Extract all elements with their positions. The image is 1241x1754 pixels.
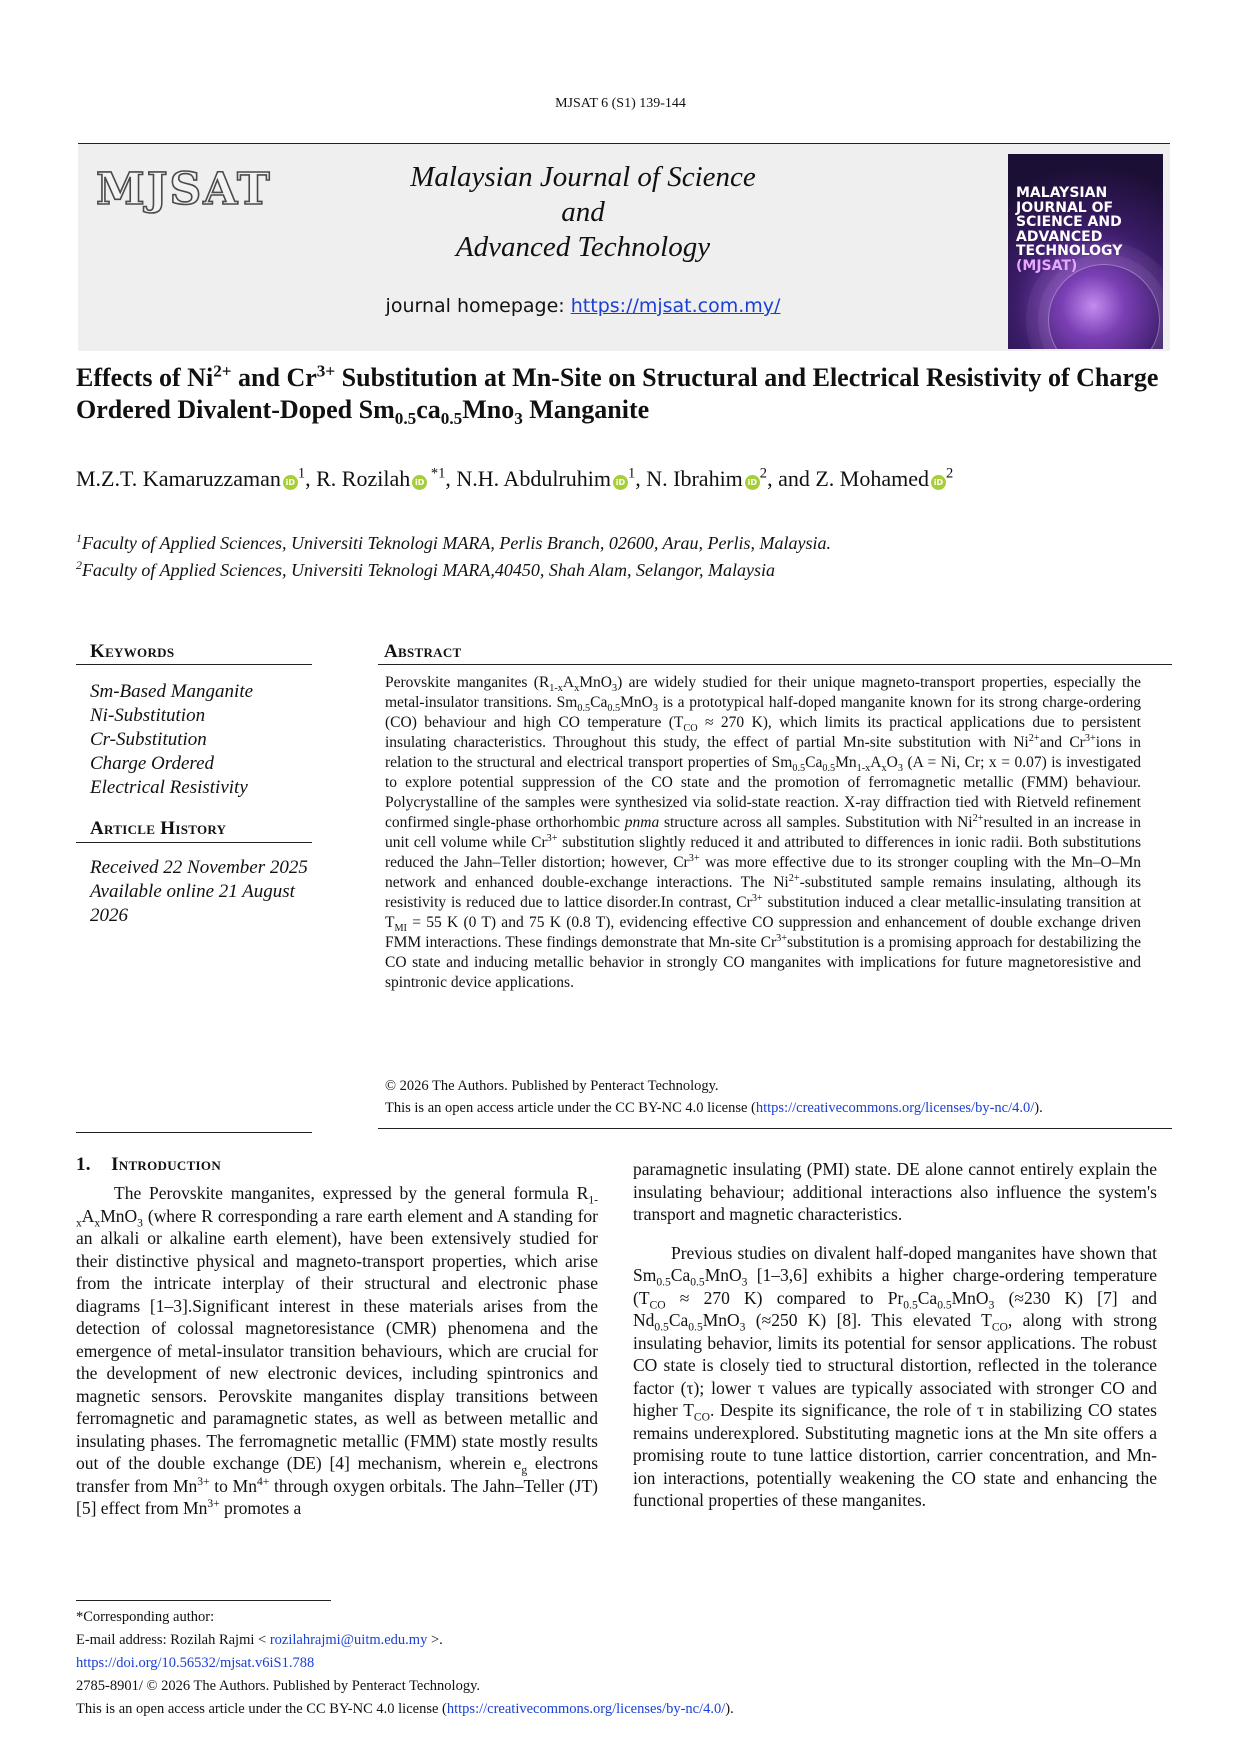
affiliation-2: $^2$Faculty of Applied Sciences, Universiti Teknologi MARA,40450, Shah Alam, Selangor, Malaysia <box>76 558 776 580</box>
author-name: Z. Mohamed <box>815 466 929 491</box>
doi-link[interactable]: https://doi.org/10.56532/mjsat.v6iS1.788 <box>76 1655 315 1671</box>
journal-name-line: and <box>561 196 605 228</box>
keywords-list <box>90 680 253 800</box>
doi-line <box>76 1652 1176 1675</box>
cover-decoration <box>1016 160 1156 174</box>
author-name: N. Ibrahim <box>646 466 743 491</box>
journal-logo: MJSAT <box>96 164 272 215</box>
footnote-divider <box>76 1600 331 1601</box>
orcid-icon[interactable]: iD <box>745 475 760 490</box>
divider <box>378 1128 1172 1129</box>
homepage-label: journal homepage: <box>385 295 565 317</box>
author-affiliation-mark: *1 <box>427 465 446 482</box>
journal-cover-image <box>1008 154 1163 349</box>
author-affiliation-mark: 1 <box>297 465 306 482</box>
divider <box>76 1132 312 1133</box>
orcid-icon[interactable]: iD <box>931 475 946 490</box>
journal-name-line: Advanced Technology <box>455 231 711 263</box>
keyword-item: Sm-Based Manganite <box>90 681 254 702</box>
journal-name-line: Malaysian Journal of Science <box>410 161 756 193</box>
article-history-heading: Article History <box>90 818 227 839</box>
paragraph: Previous studies on divalent half-doped manganites have shown that $Sm_{0.5}Ca_{0.5}MnO_3$ [1–3,6] exhibits a higher charge-ordering temperature ($T_{CO} \approx 270$ K) compared to $Pr_{0.5}Ca_{0.5}MnO_3$ (≈230 K) [7] and $Nd_{0.5}Ca_{0.5}MnO_3$ (≈250 K) [8]. This elevated $T_{CO}$, along with strong insulating behavior, limits its potential for sensor applications. The robust CO state is closely tied to structural distortion, reflected in the tolerance factor (τ); lower τ values are typically associated with stronger CO and higher $T_{CO}$. Despite its significance, the role of τ in stabilizing CO states remains underexplored. Substituting magnetic ions at the Mn site offers a promising route to tune lattice distortion, carrier concentration, and Mn-ion interactions, potentially weakening the CO state and enhancing the functional properties of these manganites. <box>633 1242 1157 1510</box>
license-line: This is an open access article under the CC BY-NC 4.0 license (https://creativecommons.org/licenses/by-nc/4.0/). <box>385 1100 1043 1116</box>
article-title: Effects of $Ni^{2+}$ and $Cr^{3+}$ Substitution at Mn-Site on Structural and Electrical Resistivity of Charge Ordered Divalent-Doped $Sm_{0.5}ca_{0.5}Mno_3$ Manganite <box>76 361 1159 429</box>
journal-name <box>378 160 788 265</box>
journal-homepage <box>378 295 788 317</box>
cover-title-line: MALAYSIAN <box>1016 185 1108 201</box>
abstract-body: Perovskite manganites $(R_{1-x}A_xMnO_3)$ are widely studied for their unique magneto-transport properties, especially the metal-insulator transitions. $Sm_{0.5}Ca_{0.5}MnO_3$ is a prototypical half-doped manganite known for its strong charge-ordering (CO) behaviour and high CO temperature ($T_{CO} \approx 270$ K), which limits its practical applications due to persistent insulating characteristics. Throughout this study, the effect of partial Mn-site substitution with $Ni^{2+}and$ $Cr^{3+}ions$ in relation to the structural and electrical transport properties of $Sm_{0.5}Ca_{0.5}Mn_{1-x}A_xO_3$ (A = Ni, Cr; x = 0.07) is investigated to explore potential suppression of the CO state and the promotion of ferromagnetic metallic (FMM) behaviour. Polycrystalline of the samples were synthesized via solid-state reaction. X-ray diffraction tied with Rietveld refinement confirmed single-phase orthorhombic pnma structure across all samples. Substitution with $Ni^{2+}resulted$ in an increase in unit cell volume while $Cr^{3+}$ substitution slightly reduced it and attributed to differences in ionic radii. Both substitutions reduced the Jahn–Teller distortion; however, $Cr^{3+}$ was more effective due to its stronger coupling with the Mn–O–Mn network and enhanced double-exchange interactions. The $Ni^{2+}$-substituted sample remains insulating, although its resistivity is reduced due to lattice disorder.In contrast, $Cr^{3+}$ substitution induced a clear metallic-insulating transition at $T_{MI} = 55$ K (0 T) and 75 K (0.8 T), evidencing effective CO suppression and enhancement of double exchange driven FMM interactions. These findings demonstrate that Mn-site $Cr^{3+}substitution$ is a promising approach for destabilizing the CO state and inducing metallic behavior in strongly CO manganites with implications for future magnetoresistive and spintronic device applications. <box>385 674 1142 991</box>
journal-header <box>78 143 1170 351</box>
keyword-item: Charge Ordered <box>90 753 215 774</box>
keyword-item: Cr-Substitution <box>90 729 207 750</box>
cover-title <box>1016 186 1163 273</box>
email-line: E-mail address: Rozilah Rajmi < rozilahrajmi@uitm.edu.my >. <box>76 1632 443 1648</box>
cover-title-line: JOURNAL OF <box>1016 199 1114 216</box>
author-separator: , <box>635 466 647 491</box>
orcid-icon[interactable]: iD <box>613 475 628 490</box>
author-name: M.Z.T. Kamaruzzaman <box>76 466 281 491</box>
author-name: N.H. Abdulruhim <box>456 466 611 491</box>
author-separator: , <box>445 466 457 491</box>
article-history-list <box>90 856 330 928</box>
keyword-item: Electrical Resistivity <box>90 777 248 798</box>
keyword-item: Ni-Substitution <box>90 705 206 726</box>
cover-title-line: SCIENCE AND <box>1016 214 1122 230</box>
cover-title-line: ADVANCED <box>1016 228 1103 245</box>
paragraph: paramagnetic insulating (PMI) state. DE alone cannot entirely explain the insulating behaviour; additional interactions also influence the system's transport and magnetic characteristics. <box>633 1159 1157 1224</box>
author-separator: , <box>305 466 317 491</box>
paragraph: The Perovskite manganites, expressed by the general formula $R_{1-x}A_xMnO_3$ (where R corresponding a rare earth element and A standing for an alkali or alkaline earth element), have been extensively studied for their distinctive physical and magneto-transport properties, which arise from the intricate interplay of their structural and electronic phase diagrams [1–3].Significant interest in these materials arises from the detection of colossal magnetoresistance (CMR) phenomena and the emergence of metal-insulator transition behaviours, which are crucial for the development of new electronic devices, including spintronics and magnetic sensors. Perovskite manganites display transitions between ferromagnetic and paramagnetic states, as well as between metallic and insulating phases. The ferromagnetic metallic (FMM) state mostly results out of the double exchange (DE) [4] mechanism, wherein $e_g$ electrons transfer from $Mn^{3+}$ to $Mn^{4+}$ through oxygen orbitals. The Jahn–Teller (JT) [5] effect from $Mn^{3+}$ promotes a <box>76 1183 599 1518</box>
divider <box>76 664 312 665</box>
author-affiliation-mark: 2 <box>759 465 768 482</box>
running-head: MJSAT 6 (S1) 139-144 <box>555 96 686 111</box>
license-link[interactable]: https://creativecommons.org/licenses/by-nc/4.0/ <box>446 1701 726 1717</box>
cover-title-line: TECHNOLOGY <box>1016 243 1123 259</box>
history-item: Received 22 November 2025 <box>90 857 308 878</box>
email-link[interactable]: rozilahrajmi@uitm.edu.my <box>269 1632 428 1648</box>
homepage-link[interactable]: https://mjsat.com.my/ <box>570 295 781 317</box>
abstract-heading: Abstract <box>384 641 462 662</box>
corresponding-author: *Corresponding author: <box>76 1609 215 1625</box>
abstract-copyright <box>385 1075 1165 1119</box>
cover-rings-decoration <box>1048 264 1160 349</box>
affiliation-1: $^1$Faculty of Applied Sciences, Universiti Teknologi MARA, Perlis Branch, 02600, Arau, Perlis, Malaysia. <box>76 531 831 553</box>
author-affiliation-mark: 1 <box>628 465 636 482</box>
license-link[interactable]: https://creativecommons.org/licenses/by-nc/4.0/ <box>755 1100 1035 1116</box>
introduction-right-column <box>633 1158 1157 1512</box>
orcid-icon[interactable]: iD <box>412 475 427 490</box>
cover-abbreviation: (MJSAT) <box>1016 257 1078 274</box>
author-affiliation-mark: 2 <box>945 465 954 482</box>
keywords-heading: Keywords <box>90 641 175 662</box>
introduction-heading: 1. Introduction <box>76 1154 222 1175</box>
license-line: This is an open access article under the CC BY-NC 4.0 license (https://creativecommons.org/licenses/by-nc/4.0/). <box>76 1701 734 1717</box>
copyright-line: © 2026 The Authors. Published by Penteract Technology. <box>385 1078 719 1094</box>
divider <box>378 664 1172 665</box>
footnotes <box>76 1606 1176 1721</box>
author-list <box>76 466 1176 492</box>
introduction-left-column <box>76 1182 598 1520</box>
history-item: Available online 21 August 2026 <box>90 881 295 926</box>
divider <box>76 842 312 843</box>
author-separator: , and <box>767 466 816 491</box>
paragraph-gap <box>633 1226 1157 1242</box>
author-name: R. Rozilah <box>316 466 411 491</box>
orcid-icon[interactable]: iD <box>283 475 298 490</box>
issn-line: 2785-8901/ © 2026 The Authors. Published by Penteract Technology. <box>76 1678 481 1694</box>
